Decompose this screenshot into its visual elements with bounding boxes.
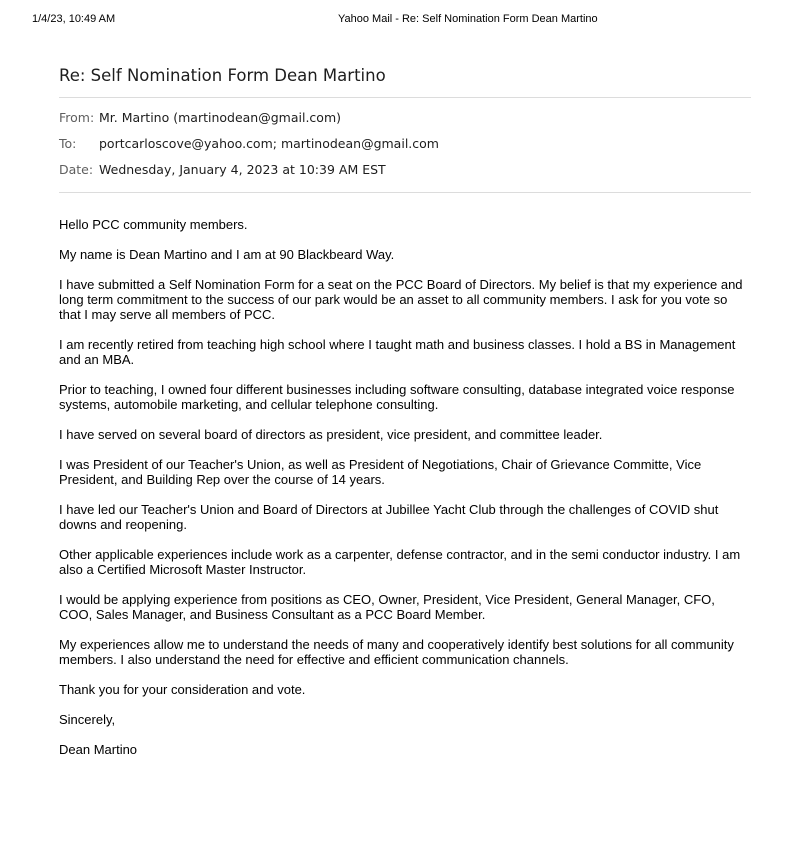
body-paragraph: Prior to teaching, I owned four different businesses including software consulting, database integrated voice response systems, automobile marketing, and cellular telephone consulting. bbox=[59, 382, 735, 412]
print-page-title: Yahoo Mail - Re: Self Nomination Form Dean Martino bbox=[338, 13, 598, 25]
from-value[interactable]: Mr. Martino (martinodean@gmail.com) bbox=[99, 110, 341, 125]
to-value[interactable]: portcarloscove@yahoo.com; martinodean@gmail.com bbox=[99, 136, 439, 151]
date-label: Date: bbox=[59, 162, 94, 177]
email-body bbox=[59, 217, 751, 772]
body-paragraph: I have led our Teacher's Union and Board of Directors at Jubillee Yacht Club through the challenges of COVID shut downs and reopening. bbox=[59, 502, 719, 532]
body-paragraph: I have served on several board of directors as president, vice president, and committee leader. bbox=[59, 427, 603, 442]
signature-name: Dean Martino bbox=[59, 742, 138, 757]
body-paragraph: Hello PCC community members. bbox=[59, 217, 248, 232]
to-label: To: bbox=[59, 136, 77, 151]
closing-salutation: Sincerely, bbox=[59, 712, 116, 727]
print-header bbox=[0, 13, 800, 29]
from-label: From: bbox=[59, 110, 95, 125]
email-subject: Re: Self Nomination Form Dean Martino bbox=[59, 66, 386, 85]
body-paragraph: My experiences allow me to understand the needs of many and cooperatively identify best solutions for all community members. I also understand the need for effective and efficient communication channels. bbox=[59, 637, 734, 667]
closing-thanks: Thank you for your consideration and vote. bbox=[59, 682, 306, 697]
body-paragraph: I am recently retired from teaching high school where I taught math and business classes. I hold a BS in Management and an MBA. bbox=[59, 337, 736, 367]
body-paragraph: My name is Dean Martino and I am at 90 Blackbeard Way. bbox=[59, 247, 395, 262]
body-paragraph: I would be applying experience from positions as CEO, Owner, President, Vice President, General Manager, CFO, COO, Sales Manager, and Business Consultant as a PCC Board Member. bbox=[59, 592, 715, 622]
body-paragraph: Other applicable experiences include work as a carpenter, defense contractor, and in the semi conductor industry. I am also a Certified Microsoft Master Instructor. bbox=[59, 547, 741, 577]
header-divider bbox=[59, 97, 751, 98]
body-paragraph: I have submitted a Self Nomination Form for a seat on the PCC Board of Directors. My belief is that my experience and long term commitment to the success of our park would be an asset to all community members. I ask for you vote so that I may serve all members of PCC. bbox=[59, 277, 743, 322]
body-paragraph: I was President of our Teacher's Union, as well as President of Negotiations, Chair of Grievance Committe, Vice President, and Building Rep over the course of 14 years. bbox=[59, 457, 702, 487]
date-value: Wednesday, January 4, 2023 at 10:39 AM EST bbox=[99, 162, 386, 177]
print-datetime: 1/4/23, 10:49 AM bbox=[32, 13, 116, 25]
meta-divider bbox=[59, 192, 751, 193]
